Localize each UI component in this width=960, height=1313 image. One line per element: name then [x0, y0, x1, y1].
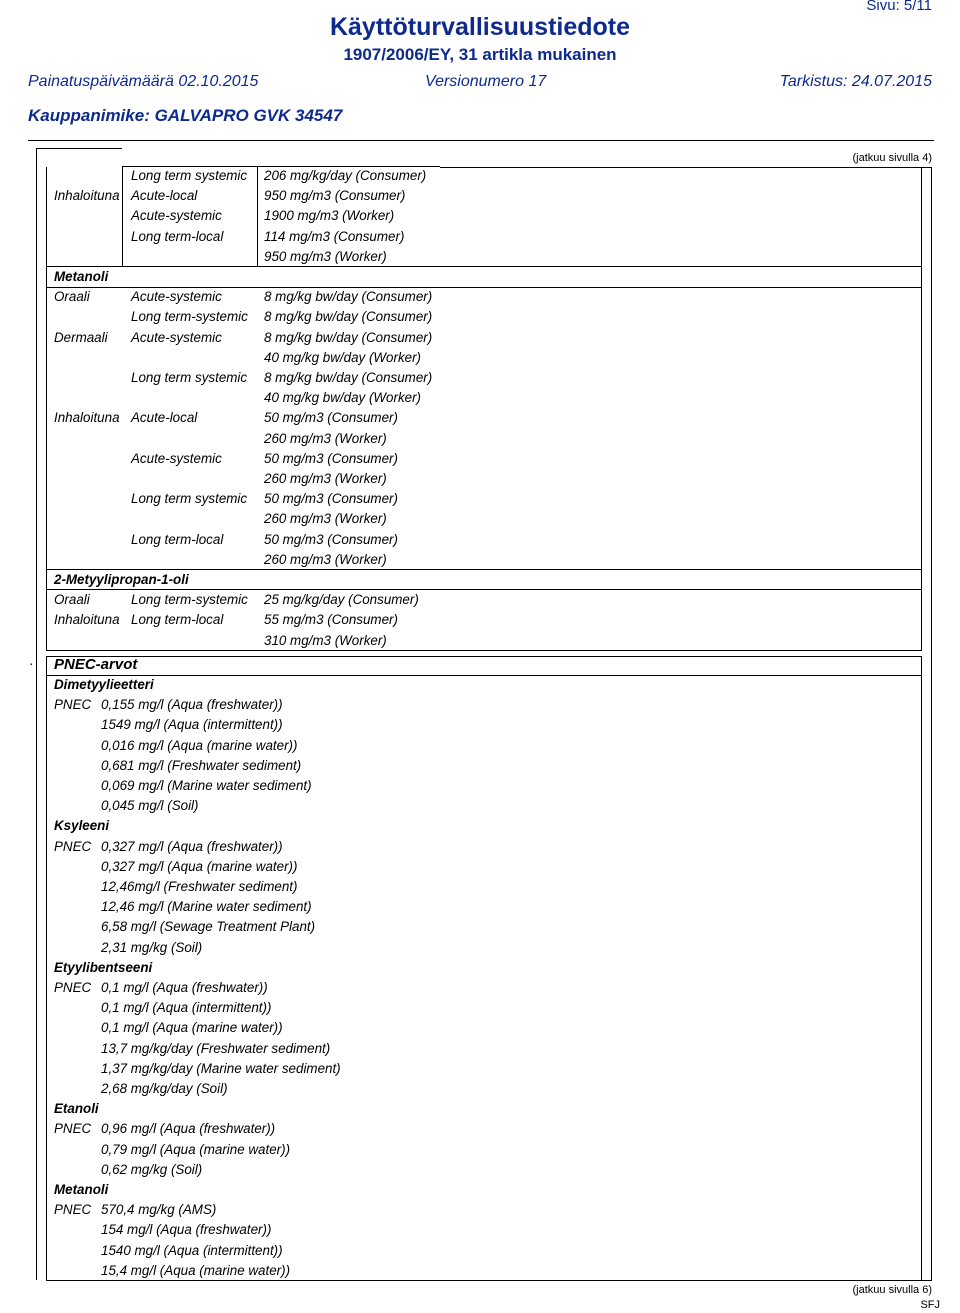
document-subtitle: 1907/2006/EY, 31 artikla mukainen: [343, 45, 617, 64]
effect-type: Long term systemic: [131, 168, 248, 183]
pnec-frame-left: [46, 656, 47, 1280]
outer-frame-bottom: [46, 1280, 932, 1281]
revision-date: Tarkistus: 24.07.2015: [779, 73, 932, 90]
dnel-value: 310 mg/m3 (Worker): [264, 632, 387, 648]
dnel-value: 260 mg/m3 (Worker): [264, 511, 387, 527]
exposure-route: Inhaloituna: [54, 612, 120, 628]
substance-name: 2-Metyylipropan-1-oli: [54, 572, 189, 587]
pnec-label: PNEC: [54, 980, 92, 995]
effect-type: Acute-systemic: [131, 208, 222, 224]
dnel-value: 260 mg/m3 (Worker): [264, 471, 387, 486]
pnec-label: PNEC: [54, 1202, 92, 1218]
substance-name: Metanoli: [54, 269, 109, 284]
dnel-section-rule-2m: [46, 569, 922, 570]
trade-name: Kauppanimike: GALVAPRO GVK 34547: [28, 106, 343, 125]
pnec-frame-right: [921, 656, 922, 1280]
effect-type: Long term-systemic: [131, 592, 248, 608]
dnel-value: 50 mg/m3 (Consumer): [264, 410, 398, 426]
dnel-value: 8 mg/kg bw/day (Consumer): [264, 289, 433, 305]
pnec-value: 0,069 mg/l (Marine water sediment): [101, 778, 312, 793]
pnec-value: 2,68 mg/kg/day (Soil): [101, 1081, 228, 1096]
dnel-value: 260 mg/m3 (Worker): [264, 430, 387, 446]
dnel-value: 114 mg/m3 (Consumer): [264, 228, 405, 244]
effect-type: Acute-systemic: [131, 289, 222, 305]
pnec-value: 13,7 mg/kg/day (Freshwater sediment): [101, 1040, 331, 1056]
effect-type: Long term systemic: [131, 370, 248, 385]
dnel-value: 25 mg/kg/day (Consumer): [264, 592, 419, 608]
effect-type: Acute-local: [131, 188, 198, 204]
dnel-value: 260 mg/m3 (Worker): [264, 551, 387, 567]
effect-type: Long term-local: [131, 531, 224, 547]
dnel-frame-left: [46, 167, 47, 650]
dnel-value: 50 mg/m3 (Consumer): [264, 531, 398, 547]
header-rule: [28, 140, 934, 141]
dnel-value: 40 mg/kg bw/day (Worker): [264, 390, 422, 406]
exposure-route: Oraali: [54, 592, 90, 608]
pnec-value: 0,327 mg/l (Aqua (freshwater)): [101, 838, 283, 854]
continued-to-note: (jatkuu sivulla 6): [852, 1284, 932, 1296]
pnec-value: 0,327 mg/l (Aqua (marine water)): [101, 858, 298, 874]
page-number: Sivu: 5/11: [866, 0, 932, 14]
dnel-frame-bottom: [46, 650, 922, 651]
exposure-route: Inhaloituna: [54, 188, 120, 204]
pnec-value: 1540 mg/l (Aqua (intermittent)): [101, 1242, 283, 1258]
pnec-value: 570,4 mg/kg (AMS): [101, 1202, 217, 1218]
pnec-value: 2,31 mg/kg (Soil): [101, 939, 203, 955]
pnec-value: 1549 mg/l (Aqua (intermittent)): [101, 717, 283, 733]
dnel-header-rule-metanoli: [46, 287, 922, 288]
exposure-route: Inhaloituna: [54, 410, 120, 426]
dnel-value: 950 mg/m3 (Worker): [264, 248, 387, 264]
pnec-value: 0,1 mg/l (Aqua (intermittent)): [101, 1000, 272, 1016]
pnec-label: PNEC: [54, 697, 92, 713]
pnec-value: 0,79 mg/l (Aqua (marine water)): [101, 1141, 291, 1157]
dnel-value: 8 mg/kg bw/day (Consumer): [264, 329, 433, 345]
pnec-value: 0,045 mg/l (Soil): [101, 798, 199, 814]
pnec-value: 1,37 mg/kg/day (Marine water sediment): [101, 1060, 341, 1076]
pnec-label: PNEC: [54, 838, 92, 854]
dnel-section-rule-metanoli: [46, 266, 922, 267]
dnel-value: 950 mg/m3 (Consumer): [264, 188, 406, 204]
pnec-value: 12,46mg/l (Freshwater sediment): [101, 879, 298, 894]
version-number: Versionumero 17: [425, 73, 547, 90]
dnel-value: 8 mg/kg bw/day (Consumer): [264, 309, 433, 325]
document-title: Käyttöturvallisuustiedote: [329, 13, 631, 41]
pnec-heading-rule: [46, 675, 922, 676]
effect-type: Long term-systemic: [131, 309, 248, 325]
substance-name: Metanoli: [54, 1182, 109, 1197]
footer-code: SFJ: [920, 1299, 940, 1311]
pnec-value: 0,016 mg/l (Aqua (marine water)): [101, 737, 298, 753]
substance-name: Etanoli: [54, 1101, 99, 1117]
exposure-route: Oraali: [54, 289, 90, 305]
effect-type: Long term-local: [131, 612, 224, 628]
pnec-bullet: ·: [29, 656, 34, 671]
pnec-frame-top: [46, 656, 922, 657]
dnel-value: 8 mg/kg bw/day (Consumer): [264, 370, 433, 385]
dnel-frame-right: [921, 167, 922, 650]
effect-type: Long term systemic: [131, 491, 248, 507]
dnel-value: 55 mg/m3 (Consumer): [264, 612, 398, 628]
effect-type: Long term-local: [131, 228, 224, 244]
pnec-value: 0,681 mg/l (Freshwater sediment): [101, 757, 302, 773]
pnec-value: 15,4 mg/l (Aqua (marine water)): [101, 1262, 291, 1278]
continued-rule: [440, 167, 932, 168]
dnel-col-rule-1: [122, 166, 123, 266]
dnel-value: 1900 mg/m3 (Worker): [264, 208, 395, 224]
substance-name: Etyylibentseeni: [54, 959, 153, 975]
pnec-value: 0,155 mg/l (Aqua (freshwater)): [101, 697, 283, 713]
print-date: Painatuspäivämäärä 02.10.2015: [28, 73, 259, 90]
dnel-value: 50 mg/m3 (Consumer): [264, 491, 398, 507]
pnec-value: 0,1 mg/l (Aqua (freshwater)): [101, 980, 268, 995]
outer-frame-right: [931, 167, 932, 1280]
outer-frame-left: [36, 148, 37, 1280]
dnel-col-rule-2: [257, 166, 258, 266]
outer-frame-top: [36, 148, 122, 149]
substance-name: Ksyleeni: [54, 818, 110, 834]
dnel-value: 40 mg/kg bw/day (Worker): [264, 349, 422, 365]
effect-type: Acute-systemic: [131, 329, 222, 345]
effect-type: Acute-local: [131, 410, 198, 426]
dnel-header-rule-2m: [46, 589, 922, 590]
continued-from-note: (jatkuu sivulla 4): [852, 152, 932, 164]
exposure-route: Dermaali: [54, 329, 108, 345]
pnec-value: 0,1 mg/l (Aqua (marine water)): [101, 1020, 283, 1036]
pnec-value: 154 mg/l (Aqua (freshwater)): [101, 1222, 272, 1238]
dnel-top-rule: [122, 166, 440, 167]
dnel-value: 206 mg/kg/day (Consumer): [264, 168, 427, 183]
pnec-label: PNEC: [54, 1121, 92, 1137]
effect-type: Acute-systemic: [131, 450, 222, 466]
substance-name: Dimetyylieetteri: [54, 677, 154, 692]
pnec-value: 12,46 mg/l (Marine water sediment): [101, 899, 312, 915]
pnec-value: 0,62 mg/kg (Soil): [101, 1161, 203, 1177]
dnel-value: 50 mg/m3 (Consumer): [264, 450, 398, 466]
pnec-value: 6,58 mg/l (Sewage Treatment Plant): [101, 919, 316, 935]
pnec-heading: PNEC-arvot: [54, 656, 138, 673]
pnec-value: 0,96 mg/l (Aqua (freshwater)): [101, 1121, 276, 1137]
